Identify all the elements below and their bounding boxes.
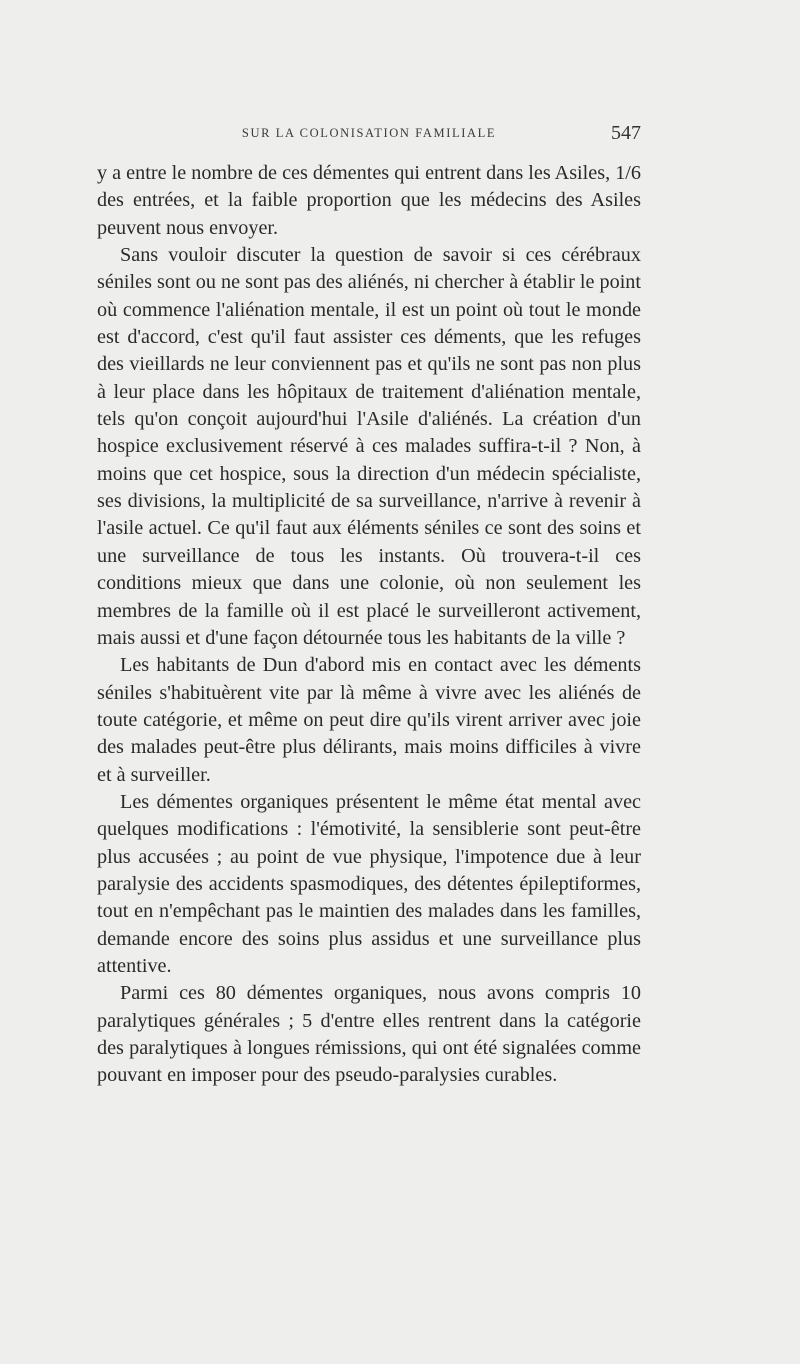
body-text (97, 160, 641, 1090)
paragraph: Les habitants de Dun d'abord mis en contact avec les déments séniles s'habituèrent vite par là même à vivre avec les aliénés de toute catégorie, et même on peut dire qu'ils virent arriver avec joie des malades peut-être plus délirants, mais moins difficiles à vivre et à surveiller. (97, 654, 641, 786)
paragraph: Parmi ces 80 démentes organiques, nous avons compris 10 paralytiques générales ; 5 d'entre elles rentrent dans la catégorie des paralytiques à longues rémissions, qui ont été signalées comme pouvant en imposer pour des pseudo-paralysies curables. (97, 982, 641, 1087)
paragraph: Les démentes organiques présentent le même état mental avec quelques modifications : l'émotivité, la sensiblerie sont peut-être plus accusées ; au point de vue physique, l'impotence due à leur paralysie des accidents spasmodiques, des détentes épileptiformes, tout en n'empêchant pas le maintien des malades dans les familles, demande encore des soins plus assidus et une surveillance plus attentive. (97, 790, 641, 977)
running-title: SUR LA COLONISATION FAMILIALE (241, 126, 497, 140)
page-number: 547 (611, 122, 641, 144)
paragraph: Sans vouloir discuter la question de savoir si ces cérébraux séniles sont ou ne sont pas des aliénés, ni chercher à établir le point où commence l'aliénation mentale, il est un point où tout le monde est d'accord, c'est qu'il faut assister ces déments, que les refuges des vieillards ne leur conviennent pas et qu'ils ne sont pas non plus à leur place dans les hôpitaux de traitement d'aliénation mentale, tels qu'on conçoit aujourd'hui l'Asile d'aliénés. La création d'un hospice exclusivement réservé à ces malades suffira-t-il ? Non, à moins que cet hospice, sous la direction d'un médecin spécialiste, ses divisions, la multiplicité de sa surveillance, n'arrive à revenir à l'asile actuel. Ce qu'il faut aux éléments séniles ce sont des soins et une surveillance de tous les instants. Où trouvera-t-il ces conditions mieux que dans une colonie, où non seulement les membres de la famille où il est placé le surveilleront activement, mais aussi et d'une façon détournée tous les habitants de la ville ? (97, 244, 641, 649)
paragraph: y a entre le nombre de ces démentes qui entrent dans les Asiles, 1/6 des entrées, et la faible proportion que les médecins des Asiles peuvent nous envoyer. (97, 162, 641, 239)
page-header (97, 122, 641, 146)
